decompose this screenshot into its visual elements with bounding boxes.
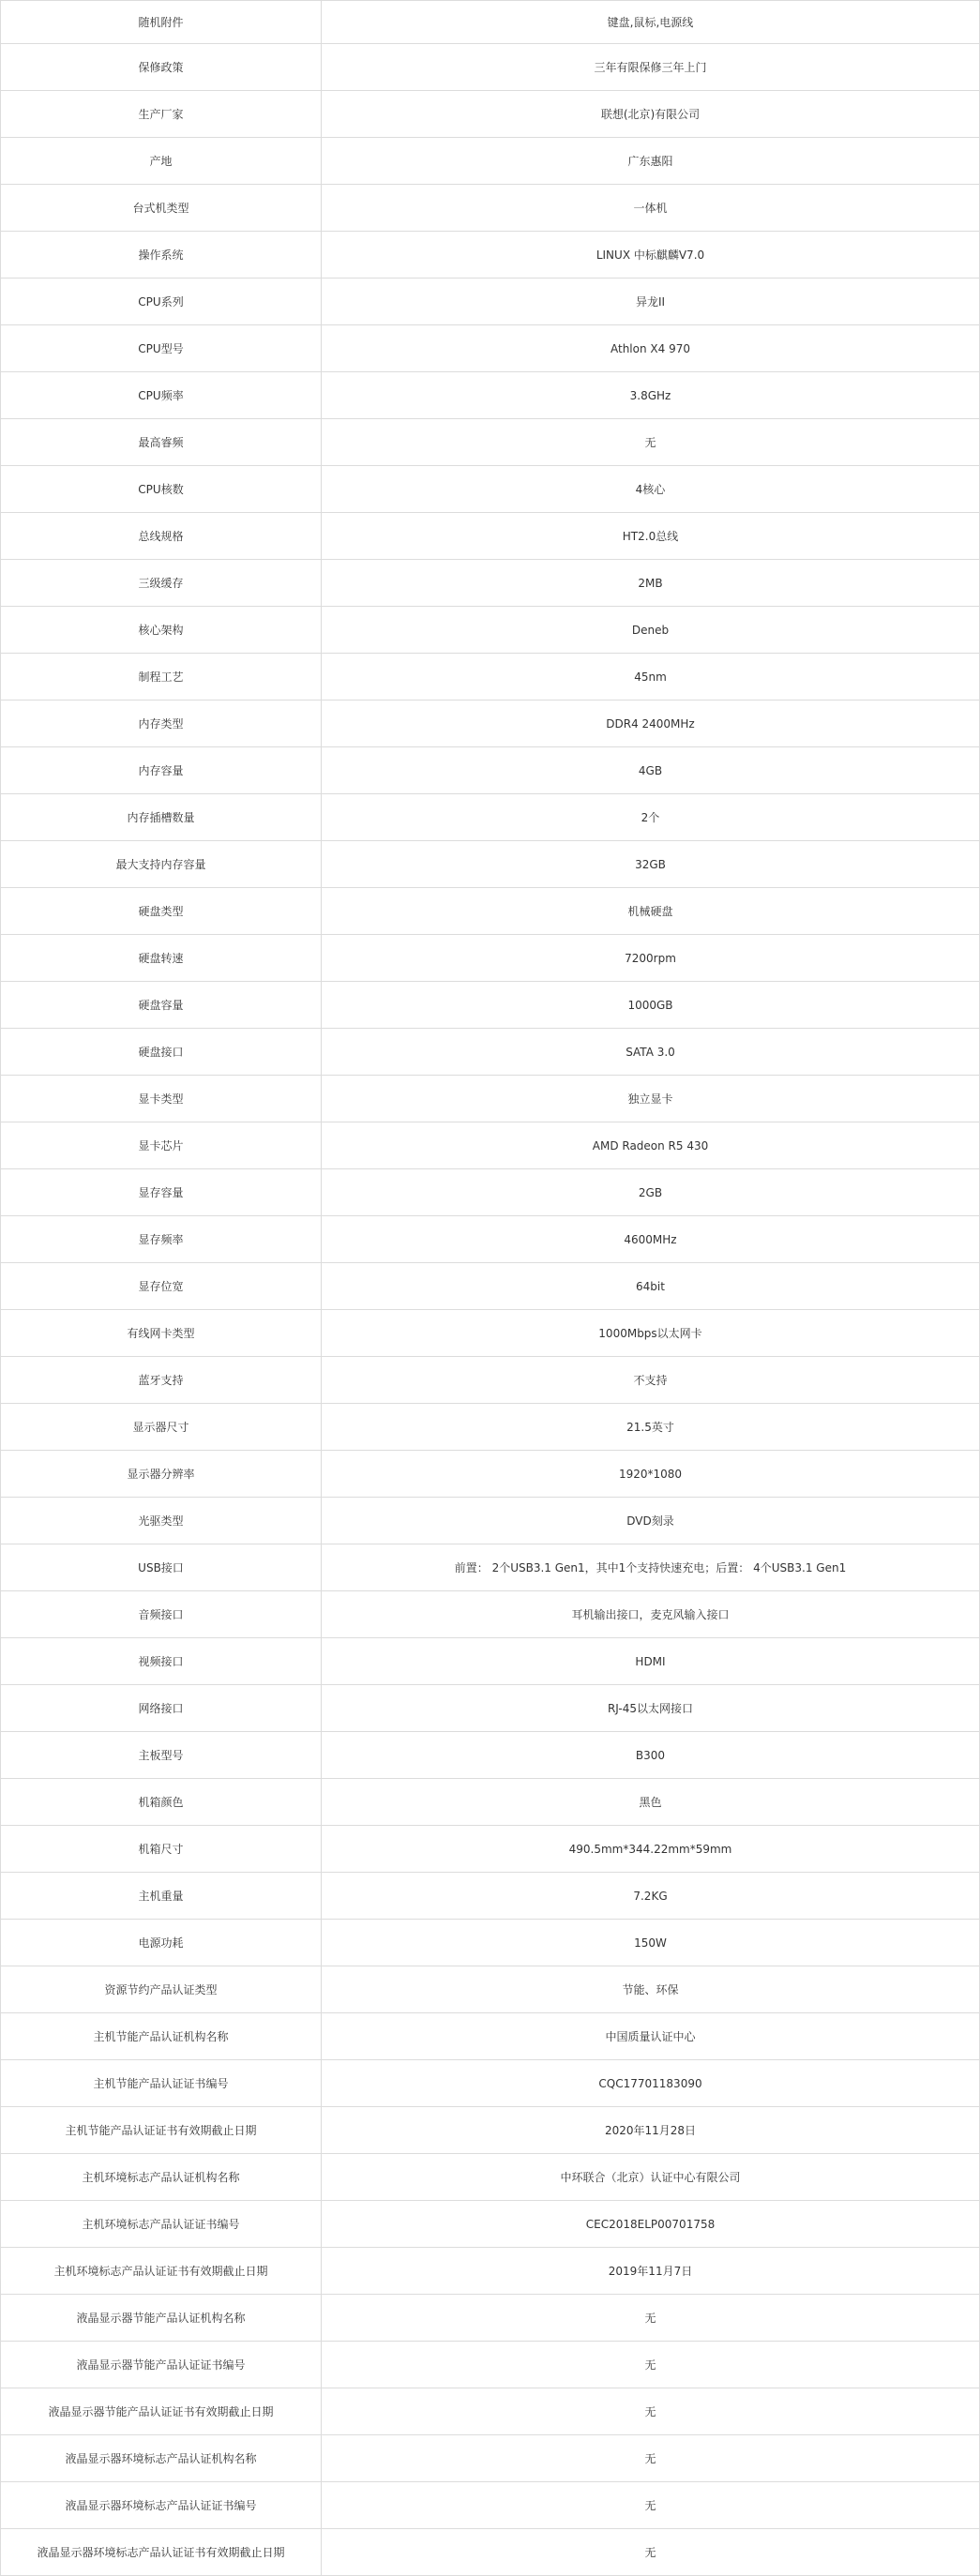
spec-label: 显卡类型 [1, 1076, 322, 1122]
spec-label: 主机节能产品认证机构名称 [1, 2013, 322, 2060]
spec-label: 三级缓存 [1, 560, 322, 607]
spec-value: DVD刻录 [322, 1498, 980, 1544]
spec-value: 无 [322, 2482, 980, 2529]
spec-row [1, 1122, 980, 1169]
spec-value: 45nm [322, 654, 980, 700]
spec-row [1, 2529, 980, 2576]
spec-value: 无 [322, 2295, 980, 2342]
spec-label: 主机环境标志产品认证证书编号 [1, 2201, 322, 2248]
spec-row [1, 1, 980, 44]
spec-row [1, 2154, 980, 2201]
spec-label: 最高睿频 [1, 419, 322, 466]
spec-label: USB接口 [1, 1544, 322, 1591]
spec-label: 电源功耗 [1, 1920, 322, 1966]
spec-value: 2019年11月7日 [322, 2248, 980, 2295]
spec-label: 主机环境标志产品认证机构名称 [1, 2154, 322, 2201]
spec-value: 4600MHz [322, 1216, 980, 1263]
spec-row [1, 513, 980, 560]
spec-row [1, 1310, 980, 1357]
spec-label: 内存插槽数量 [1, 794, 322, 841]
spec-value: 2GB [322, 1169, 980, 1216]
spec-label: 台式机类型 [1, 185, 322, 232]
spec-row [1, 654, 980, 700]
spec-row [1, 841, 980, 888]
spec-label: 网络接口 [1, 1685, 322, 1732]
spec-label: 生产厂家 [1, 91, 322, 138]
spec-label: 显存频率 [1, 1216, 322, 1263]
spec-row [1, 1826, 980, 1873]
spec-label: 机箱尺寸 [1, 1826, 322, 1873]
spec-table-body [1, 1, 980, 2576]
spec-label: 总线规格 [1, 513, 322, 560]
spec-row [1, 700, 980, 747]
spec-label: 主机环境标志产品认证证书有效期截止日期 [1, 2248, 322, 2295]
spec-value: 32GB [322, 841, 980, 888]
spec-row [1, 1029, 980, 1076]
spec-row [1, 2201, 980, 2248]
spec-row [1, 560, 980, 607]
spec-label: 光驱类型 [1, 1498, 322, 1544]
spec-row [1, 888, 980, 935]
spec-label: CPU频率 [1, 372, 322, 419]
spec-row [1, 2435, 980, 2482]
spec-value: 不支持 [322, 1357, 980, 1404]
spec-value: HDMI [322, 1638, 980, 1685]
spec-label: 液晶显示器节能产品认证机构名称 [1, 2295, 322, 2342]
spec-label: CPU核数 [1, 466, 322, 513]
spec-row [1, 1544, 980, 1591]
spec-row [1, 419, 980, 466]
spec-label: 蓝牙支持 [1, 1357, 322, 1404]
spec-value: 21.5英寸 [322, 1404, 980, 1451]
spec-value: 三年有限保修三年上门 [322, 44, 980, 91]
spec-row [1, 1732, 980, 1779]
spec-value: 无 [322, 2342, 980, 2388]
spec-label: 显示器尺寸 [1, 1404, 322, 1451]
spec-label: 保修政策 [1, 44, 322, 91]
spec-value: 机械硬盘 [322, 888, 980, 935]
spec-value: CQC17701183090 [322, 2060, 980, 2107]
spec-value: 中环联合（北京）认证中心有限公司 [322, 2154, 980, 2201]
spec-row [1, 1873, 980, 1920]
spec-row [1, 1638, 980, 1685]
spec-value: SATA 3.0 [322, 1029, 980, 1076]
spec-row [1, 1216, 980, 1263]
spec-value: 2020年11月28日 [322, 2107, 980, 2154]
spec-row [1, 185, 980, 232]
spec-label: 有线网卡类型 [1, 1310, 322, 1357]
spec-row [1, 1357, 980, 1404]
spec-value: 前置： 2个USB3.1 Gen1，其中1个支持快速充电；后置： 4个USB3.1 Gen1 [322, 1544, 980, 1591]
spec-value: 7.2KG [322, 1873, 980, 1920]
spec-label: 硬盘容量 [1, 982, 322, 1029]
spec-value: RJ-45以太网接口 [322, 1685, 980, 1732]
spec-value: 无 [322, 2529, 980, 2576]
spec-value: B300 [322, 1732, 980, 1779]
spec-value: DDR4 2400MHz [322, 700, 980, 747]
spec-row [1, 466, 980, 513]
spec-row [1, 1920, 980, 1966]
spec-label: 硬盘类型 [1, 888, 322, 935]
spec-value: 无 [322, 2435, 980, 2482]
spec-row [1, 325, 980, 372]
spec-row [1, 1076, 980, 1122]
spec-value: HT2.0总线 [322, 513, 980, 560]
spec-label: 液晶显示器节能产品认证证书编号 [1, 2342, 322, 2388]
spec-label: 液晶显示器节能产品认证证书有效期截止日期 [1, 2388, 322, 2435]
spec-label: 显示器分辨率 [1, 1451, 322, 1498]
spec-label: 制程工艺 [1, 654, 322, 700]
spec-row [1, 1451, 980, 1498]
spec-row [1, 44, 980, 91]
spec-label: 液晶显示器环境标志产品认证证书编号 [1, 2482, 322, 2529]
spec-value: 联想(北京)有限公司 [322, 91, 980, 138]
spec-value: 4核心 [322, 466, 980, 513]
spec-row [1, 138, 980, 185]
spec-value: 一体机 [322, 185, 980, 232]
spec-row [1, 2388, 980, 2435]
spec-value: 异龙II [322, 279, 980, 325]
spec-row [1, 2060, 980, 2107]
spec-value: 中国质量认证中心 [322, 2013, 980, 2060]
spec-label: 产地 [1, 138, 322, 185]
spec-value: LINUX 中标麒麟V7.0 [322, 232, 980, 279]
spec-value: 150W [322, 1920, 980, 1966]
spec-value: 7200rpm [322, 935, 980, 982]
spec-label: 显卡芯片 [1, 1122, 322, 1169]
spec-label: 随机附件 [1, 1, 322, 44]
spec-value: CEC2018ELP00701758 [322, 2201, 980, 2248]
spec-value: Deneb [322, 607, 980, 654]
spec-label: CPU型号 [1, 325, 322, 372]
spec-row [1, 372, 980, 419]
spec-value: AMD Radeon R5 430 [322, 1122, 980, 1169]
spec-label: 核心架构 [1, 607, 322, 654]
spec-label: 资源节约产品认证类型 [1, 1966, 322, 2013]
spec-value: 2MB [322, 560, 980, 607]
spec-label: 硬盘转速 [1, 935, 322, 982]
spec-value: 4GB [322, 747, 980, 794]
spec-row [1, 2342, 980, 2388]
spec-value: 独立显卡 [322, 1076, 980, 1122]
spec-row [1, 1263, 980, 1310]
spec-row [1, 982, 980, 1029]
spec-row [1, 935, 980, 982]
spec-value: 3.8GHz [322, 372, 980, 419]
spec-row [1, 1779, 980, 1826]
spec-label: 最大支持内存容量 [1, 841, 322, 888]
spec-value: 64bit [322, 1263, 980, 1310]
spec-value: 黑色 [322, 1779, 980, 1826]
spec-row [1, 1685, 980, 1732]
spec-value: 无 [322, 419, 980, 466]
spec-row [1, 1169, 980, 1216]
spec-value: 无 [322, 2388, 980, 2435]
spec-label: 主机重量 [1, 1873, 322, 1920]
spec-label: 操作系统 [1, 232, 322, 279]
spec-row [1, 91, 980, 138]
spec-label: 音频接口 [1, 1591, 322, 1638]
spec-value: 1000Mbps以太网卡 [322, 1310, 980, 1357]
spec-value: 键盘,鼠标,电源线 [322, 1, 980, 44]
spec-label: 主机节能产品认证证书编号 [1, 2060, 322, 2107]
spec-label: 显存位宽 [1, 1263, 322, 1310]
spec-row [1, 2107, 980, 2154]
spec-row [1, 2482, 980, 2529]
spec-value: 节能、环保 [322, 1966, 980, 2013]
spec-label: 内存类型 [1, 700, 322, 747]
spec-row [1, 2013, 980, 2060]
spec-label: 液晶显示器环境标志产品认证机构名称 [1, 2435, 322, 2482]
spec-row [1, 1498, 980, 1544]
spec-label: 视频接口 [1, 1638, 322, 1685]
spec-label: 内存容量 [1, 747, 322, 794]
spec-row [1, 1966, 980, 2013]
spec-row [1, 2295, 980, 2342]
spec-row [1, 279, 980, 325]
spec-row [1, 2248, 980, 2295]
spec-value: 2个 [322, 794, 980, 841]
spec-row [1, 794, 980, 841]
spec-row [1, 747, 980, 794]
spec-value: 耳机输出接口，麦克风输入接口 [322, 1591, 980, 1638]
spec-label: 机箱颜色 [1, 1779, 322, 1826]
spec-label: 主机节能产品认证证书有效期截止日期 [1, 2107, 322, 2154]
spec-value: Athlon X4 970 [322, 325, 980, 372]
spec-label: 液晶显示器环境标志产品认证证书有效期截止日期 [1, 2529, 322, 2576]
spec-label: 硬盘接口 [1, 1029, 322, 1076]
spec-label: 主板型号 [1, 1732, 322, 1779]
spec-row [1, 232, 980, 279]
spec-value: 广东惠阳 [322, 138, 980, 185]
spec-value: 490.5mm*344.22mm*59mm [322, 1826, 980, 1873]
spec-label: CPU系列 [1, 279, 322, 325]
spec-value: 1000GB [322, 982, 980, 1029]
spec-row [1, 1404, 980, 1451]
spec-row [1, 607, 980, 654]
spec-row [1, 1591, 980, 1638]
spec-label: 显存容量 [1, 1169, 322, 1216]
spec-value: 1920*1080 [322, 1451, 980, 1498]
